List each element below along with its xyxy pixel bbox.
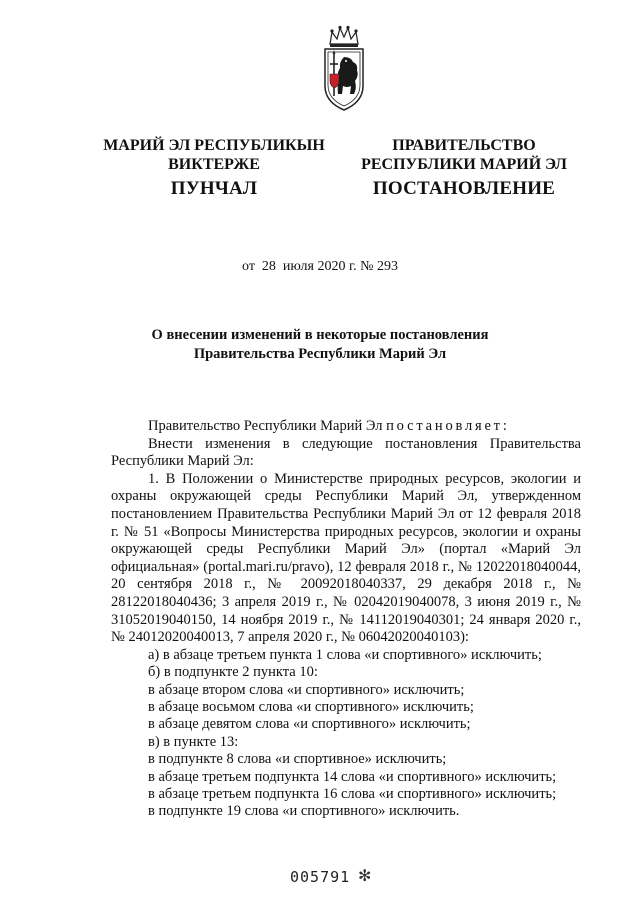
serial-number: 005791	[290, 868, 351, 886]
header-right-line1: ПРАВИТЕЛЬСТВО	[392, 137, 536, 154]
header-left-line1: МАРИЙ ЭЛ РЕСПУБЛИКЫН	[103, 137, 325, 154]
document-title	[0, 326, 640, 364]
list-item: в абзаце девятом слова «и спортивного» исключить;	[148, 716, 471, 733]
list-item: в абзаце восьмом слова «и спортивного» исключить;	[148, 698, 474, 715]
document-body	[111, 418, 581, 821]
intro-paragraph	[111, 418, 581, 436]
list-item: в подпункте 19 слова «и спортивного» исключить.	[148, 803, 460, 820]
list-item: б) в подпункте 2 пункта 10:	[148, 664, 318, 681]
list-item: а) в абзаце третьем пункта 1 слова «и спортивного» исключить;	[148, 646, 542, 663]
list-item: в) в пункте 13:	[148, 733, 239, 750]
date-line: от 28 июля 2020 г. № 293	[242, 259, 398, 274]
snowflake-icon: ✻	[358, 868, 372, 885]
list-item: в абзаце втором слова «и спортивного» исключить;	[148, 681, 465, 698]
header-right	[344, 136, 584, 200]
paragraph-2: Внести изменения в следующие постановления Правительства Республики Марий Эл:	[111, 435, 581, 470]
header-left-doc-type: ПУНЧАЛ	[170, 178, 258, 199]
list-item: в абзаце третьем подпункта 14 слова «и спортивного» исключить;	[148, 768, 557, 785]
coat-of-arms-icon	[320, 24, 368, 112]
header-right-line2: РЕСПУБЛИКИ МАРИЙ ЭЛ	[361, 156, 567, 173]
header-left-line2: ВИКТЕРЖЕ	[168, 156, 260, 173]
title-line1: О внесении изменений в некоторые постановления	[151, 327, 489, 343]
item-1: 1. В Положении о Министерстве природных ресурсов, экологии и охраны окружающей среды Республики Марий Эл, утвержденном постановлением Правительства Республики Марий Эл от 12 февраля 2018 г. № 51 «Вопросы Министерства природных ресурсов, экологии и охраны окружающей среды Республики Марий Эл» (портал «Марий Эл официальная» (portal.mari.ru/pravo), 12 февраля 2018 г., № 12022018040044, 20 сентября 2018 г., № 20092018040337, 29 декабря 2018 г., № 28122018040436; 3 апреля 2019 г., № 02042019040078, 3 июня 2019 г., № 31052019040150, 14 ноября 2019 г., № 14112019040301; 24 января 2020 г., № 24012020040013, 7 апреля 2020 г., № 06042020040103):	[111, 470, 581, 646]
list-item: в подпункте 8 слова «и спортивное» исключить;	[148, 751, 447, 768]
intro-subject: Правительство Республики Марий Эл	[148, 418, 383, 434]
header-right-doc-type: ПОСТАНОВЛЕНИЕ	[372, 178, 556, 199]
header-left	[100, 136, 328, 200]
list-item: в абзаце третьем подпункта 16 слова «и спортивного» исключить;	[148, 785, 557, 802]
title-line2: Правительства Республики Марий Эл	[193, 346, 447, 362]
intro-verb: постановляет:	[386, 418, 510, 434]
